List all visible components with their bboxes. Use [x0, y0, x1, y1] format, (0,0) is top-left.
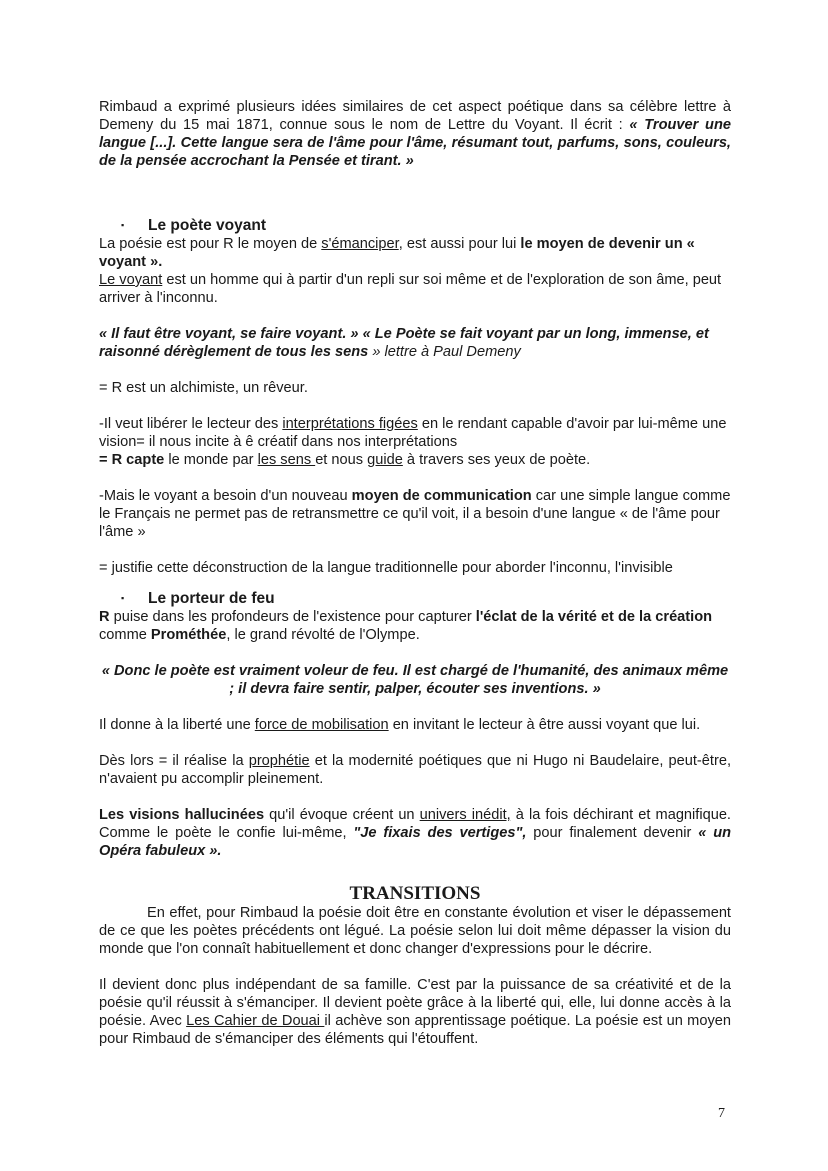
quote-text: « Il faut être voyant, se faire voyant. » « Le Poète se fait voyant par un long, immense, et raisonné dérèglement de tous les sens	[99, 326, 709, 360]
quote-source: » lettre à Paul Demeny	[368, 344, 521, 360]
capte-line	[99, 451, 731, 469]
heading-text: Le porteur de feu	[148, 590, 275, 607]
text: à travers ses yeux de poète.	[402, 452, 591, 468]
text: La poésie est pour R le moyen de	[99, 236, 322, 252]
bullet-icon: ▪	[121, 220, 125, 230]
text: pour finalement devenir	[526, 825, 699, 841]
text: en le rendant capable d'avoir par lui-même une vision= il nous incite à ê créatif dans nos interprétations	[99, 416, 727, 450]
voleur-de-feu-quote: « Donc le poète est vraiment voleur de feu. Il est chargé de l'humanité, des animaux même ; il devra faire sentir, palper, écouter ses inventions. »	[101, 663, 729, 697]
underlined-text: guide	[367, 452, 403, 468]
text: à la fois déchirant et magnifique. Comme le poète le confie lui-même,	[99, 807, 731, 841]
text: , le grand révolté de l'Olympe.	[226, 627, 420, 643]
prophetie-paragraph	[99, 752, 731, 788]
section-heading-poete-voyant	[121, 216, 731, 235]
bold-text: l'éclat de la vérité et de la création	[475, 609, 713, 625]
page-number: 7	[718, 1106, 725, 1121]
heading-text: Le poète voyant	[148, 217, 266, 234]
intro-text: Rimbaud a exprimé plusieurs idées similaires de cet aspect poétique dans sa célèbre lettre à Demeny du 15 mai 1871, connue sous le nom de Lettre du Voyant. Il écrit :	[99, 99, 731, 133]
transitions-paragraph-2	[99, 976, 731, 1048]
text: qu'il évoque créent un	[264, 807, 420, 823]
text: et nous	[315, 452, 368, 468]
intro-quote: « Trouver une langue [...]. Cette langue sera de l'âme pour l'âme, résumant tout, parfums, sons, couleurs, de la pensée accrochant la Pensée et tirant. »	[99, 117, 732, 169]
text: puise dans les profondeurs de l'existence pour capturer	[109, 609, 476, 625]
voyant-quote	[99, 325, 731, 361]
underlined-text: s'émanciper	[321, 236, 399, 252]
communication-paragraph	[99, 487, 731, 541]
voyant-definition-1	[99, 235, 731, 271]
underlined-text: Le voyant	[99, 272, 163, 288]
text: , est aussi pour lui	[398, 236, 521, 252]
bold-text: capte	[126, 452, 165, 468]
bullet-icon: ▪	[121, 593, 125, 603]
underlined-text: force de mobilisation	[254, 717, 389, 733]
bold-text: moyen de communication	[351, 488, 532, 504]
text: -Il veut libérer le lecteur des	[99, 416, 283, 432]
underlined-text: les sens	[257, 452, 316, 468]
underlined-text: Les Cahier de Douai	[186, 1013, 325, 1029]
text: -Mais le voyant a besoin d'un nouveau	[99, 488, 352, 504]
underlined-text: prophétie	[248, 753, 310, 769]
alchimiste-line: = R est un alchimiste, un rêveur.	[99, 380, 308, 396]
liberer-paragraph	[99, 415, 731, 451]
text: est un homme qui à partir d'un repli sur soi même et de l'exploration de son âme, peut arriver à l'inconnu.	[99, 272, 722, 306]
text: il achève son apprentissage poétique. La poésie est un moyen pour Rimbaud de s'émanciper des éléments qui l'étouffent.	[99, 1013, 731, 1047]
text: Dès lors = il réalise la	[99, 753, 249, 769]
bold-text: = R	[99, 452, 127, 468]
justifie-line: = justifie cette déconstruction de la langue traditionnelle pour aborder l'inconnu, l'invisible	[99, 560, 673, 576]
text: Il donne à la liberté une	[99, 717, 255, 733]
transitions-title: TRANSITIONS	[349, 883, 481, 904]
text: en invitant le lecteur à être aussi voyant que lui.	[388, 717, 701, 733]
bold-text: Prométhée	[150, 627, 227, 643]
underlined-text: univers inédit,	[419, 807, 511, 823]
bold-text: le moyen de devenir un « voyant ».	[99, 236, 695, 270]
text: Il devient donc plus indépendant de sa famille. C'est par la puissance de sa créativité et de la poésie qu'il réussit à s'émanciper. Il devient poète grâce à la liberté qui, elle, lui donne accès à la poésie. Avec	[99, 977, 731, 1029]
text: comme	[99, 627, 151, 643]
text: et la modernité poétiques que ni Hugo ni Baudelaire, peut-être, n'avaient pu accomplir pleinement.	[99, 753, 731, 787]
bold-text: Les visions hallucinées	[99, 807, 265, 823]
document-page	[99, 98, 731, 1048]
transitions-paragraph-1: En effet, pour Rimbaud la poésie doit être en constante évolution et viser le dépassement de ce que les poètes précédents ont légué. La poésie selon lui doit même dépasser la vision du monde que l'on connaît habituellement et donc changer d'expressions pour le décrire.	[99, 905, 731, 957]
visions-paragraph	[99, 806, 731, 860]
text: car une simple langue comme le Français ne permet pas de retransmettre ce qu'il voit, il a besoin d'une langue « de l'âme pour l'âme »	[99, 488, 731, 540]
intro-paragraph	[99, 98, 731, 170]
text: le monde par	[164, 452, 258, 468]
voyant-definition-2	[99, 271, 731, 307]
quote-text: « un Opéra fabuleux ».	[99, 825, 732, 859]
underlined-text: interprétations figées	[282, 416, 418, 432]
liberte-paragraph	[99, 716, 731, 734]
bold-text: R	[99, 609, 110, 625]
promethee-paragraph	[99, 608, 731, 644]
quote-text: "Je fixais des vertiges",	[353, 825, 527, 841]
section-heading-porteur-de-feu	[121, 589, 731, 608]
